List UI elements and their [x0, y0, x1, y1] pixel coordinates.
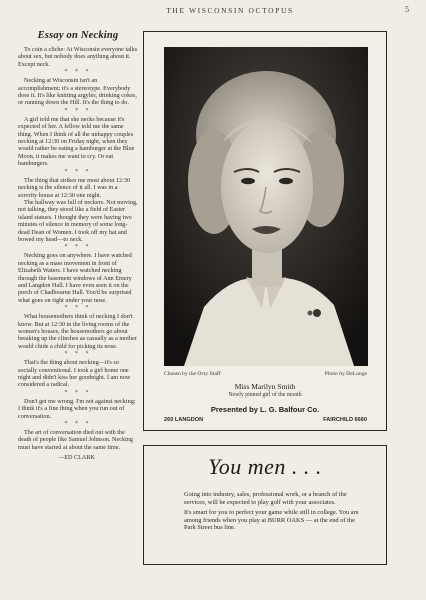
- sponsor-phone: FAIRCHILD 6660: [323, 417, 367, 423]
- section-divider: * * *: [64, 421, 92, 428]
- essay-paragraph-6: Necking goes on anywhere. I have watched necking as a mass movement in front of Elizabeth Waters. I have watched necking through the basement windows of Ann Emery and Langdon Hall. I have even seen it on the porch of Chadbourne Hall. You'd be surprised what goes on right under your nose.: [18, 252, 132, 304]
- golf-advertisement: [143, 445, 387, 565]
- essay-paragraph-1: To coin a cliche: At Wisconsin everyone talks about sex, but nobody does anything about it. Except neck.: [18, 46, 138, 68]
- essay-paragraph-4: The thing that strikes me most about 12:30 necking is the silence of it all. I was in a sorority house at 12:30 one night.: [18, 176, 131, 199]
- section-divider: * * *: [64, 244, 92, 251]
- ad-headline: You men . . .: [208, 454, 322, 479]
- ad-body: [184, 491, 368, 535]
- ad-paragraph-2: It's smart for you to perfect your game while still in college. You are among friends when you play at BURR OAKS — at the end of the Park Street bus line.: [184, 509, 359, 532]
- essay-title: Essay on Necking: [37, 30, 119, 41]
- section-divider: * * *: [64, 351, 92, 358]
- section-divider: * * *: [64, 107, 92, 114]
- section-divider: * * *: [64, 69, 92, 76]
- essay-paragraph-5: The hallway was full of neckers. Not moving, not talking, they stood like a field of Easter island statues. I thought they were having two minutes of silence in memory of some long-dead Dean of Women. I took off my hat and bowed my head—to neck.: [18, 198, 138, 243]
- section-divider: * * *: [64, 305, 92, 312]
- sponsor-line: Presented by L. G. Balfour Co.: [210, 405, 320, 414]
- section-divider: * * *: [64, 168, 92, 175]
- magazine-title: THE WISCONSIN OCTOPUS: [166, 6, 294, 15]
- photo-credit-staff: Chosen by the Octy Staff: [164, 371, 221, 377]
- section-divider: * * *: [64, 389, 92, 396]
- essay-paragraph-8: That's the thing about necking—it's so socially conventional. I took a girl home one night and didn't kiss her goodnight. I am now considered a radical.: [18, 359, 131, 389]
- essay-paragraph-10: The art of conversation died out with the death of people like Samuel Johnson. Necking must have started at about the same time.: [18, 429, 133, 451]
- essay-paragraph-7: What housemothers think of necking I don't know. But at 12:30 in the living rooms of the women's houses, the housemothers go about breaking up the clinches as casually as a mother would chide a child for picking its nose.: [18, 313, 137, 350]
- portrait-photo: [164, 47, 368, 366]
- page-number: 5: [405, 5, 409, 14]
- featured-caption: Newly pinned girl of the month: [228, 392, 302, 398]
- sponsor-address: 260 LANGDON: [164, 417, 204, 423]
- essay-paragraph-2: Necking at Wisconsin isn't an accomplishment; it's a stereotype. Everybody does it. It's like knitting argyles, drinking cokes, or running down the Hill. It's the thing to do.: [18, 77, 137, 107]
- ad-paragraph-1: Going into industry, sales, professional work, or a branch of the services, will be expected to play golf with your associates.: [184, 491, 347, 506]
- featured-name: Miss Marilyn Smith: [234, 382, 296, 391]
- essay-byline: —ED CLARK: [58, 454, 95, 462]
- essay-paragraph-3: A girl told me that she necks because it's expected of her. A fellow told me the same thing. When I think of all the unhappy couples necking at 12:30 on Friday night, when they would rather be eating a hamburger at the Blue Moon, it makes me want to cry. Or eat hamburgers.: [18, 115, 135, 168]
- essay-paragraph-9: Don't get me wrong. I'm not against necking; I think it's a fine thing when you run out of conversation.: [18, 397, 136, 420]
- featured-photo-panel: [143, 31, 387, 431]
- essay-column: [18, 30, 138, 461]
- photo-credit-photographer: Photo by DeLonge: [324, 371, 367, 377]
